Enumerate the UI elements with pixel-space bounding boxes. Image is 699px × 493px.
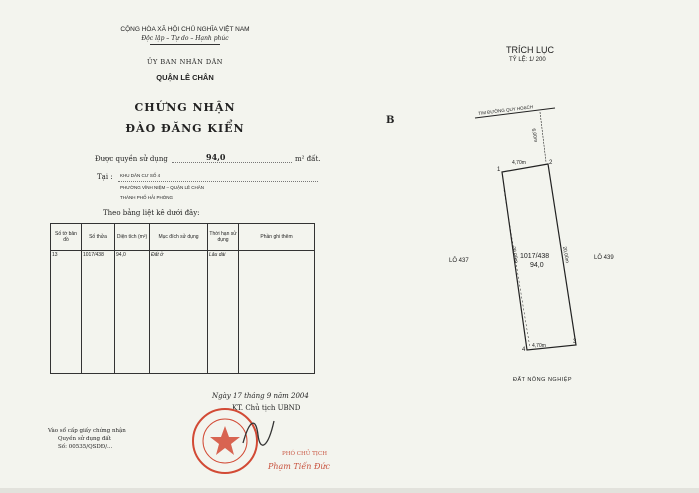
cell-map-sheet: 13 xyxy=(51,251,82,374)
cell-area: 94,0 xyxy=(115,251,150,374)
north-label: B xyxy=(386,115,395,126)
area-dotted-line xyxy=(172,162,292,163)
cell-notes xyxy=(239,251,315,374)
address-line3: THÀNH PHỐ HẢI PHÒNG xyxy=(120,195,174,200)
bottom-width: 4,70m xyxy=(532,343,546,349)
national-motto: Độc lập – Tự do – Hạnh phúc xyxy=(141,35,229,42)
date-line: Ngày 17 tháng 9 năm 2004 xyxy=(212,392,309,400)
parcel-sketch xyxy=(470,100,610,370)
area-unit: m² đất. xyxy=(295,155,321,163)
cell-term: Lâu dài xyxy=(208,251,239,374)
authority-label: ỦY BAN NHÂN DÂN xyxy=(147,58,223,66)
issue-line3: Số: 00535/QSDĐ/... xyxy=(58,444,113,450)
address-line1: KHU DÂN CƯ SỐ 4 xyxy=(120,173,161,178)
district-label: QUẬN LÊ CHÂN xyxy=(156,73,214,82)
address-line2: PHƯỜNG VĨNH NIỆM – QUẬN LÊ CHÂN xyxy=(120,185,204,190)
parcel-id: 1017/438 xyxy=(520,253,550,260)
parcel-table xyxy=(50,223,315,374)
signature xyxy=(238,413,278,453)
national-header: CỘNG HÒA XÃ HỘI CHỦ NGHĨA VIỆT NAM xyxy=(120,26,250,33)
col-area: Diện tích (m²) xyxy=(115,224,150,251)
chair-label: KT. Chủ tịch UBND xyxy=(232,404,301,412)
col-notes: Phần ghi thêm xyxy=(239,224,315,251)
extract-scale: TỶ LỆ: 1/ 200 xyxy=(509,57,546,63)
road-distance: 6,00m xyxy=(530,128,539,143)
col-parcel: Số thửa xyxy=(82,224,115,251)
cert-subtitle: ĐÀO ĐĂNG KIỂN xyxy=(125,122,245,135)
top-width: 4,70m xyxy=(512,160,526,166)
cell-purpose: Đất ở xyxy=(150,251,208,374)
col-map-sheet: Số tờ bản đồ xyxy=(51,224,82,251)
road-label: TIM ĐƯỜNG QUY HOẠCH xyxy=(478,104,534,116)
right-length: 20,00m xyxy=(561,246,570,264)
neighbor-right: LÔ 439 xyxy=(594,255,614,261)
scan-bottom-edge xyxy=(0,488,699,493)
neighbor-left: LÔ 437 xyxy=(449,258,469,264)
parcel-area: 94,0 xyxy=(530,262,544,269)
signer-name: Phạm Tiến Đức xyxy=(268,462,331,471)
area-value: 94,0 xyxy=(206,152,226,162)
corner-4: 4 xyxy=(522,347,526,353)
header-underline xyxy=(150,44,220,45)
vice-chair-label: PHÓ CHỦ TỊCH xyxy=(282,451,327,457)
list-label: Theo bảng liệt kê dưới đây: xyxy=(103,209,200,217)
col-purpose: Mục đích sử dụng xyxy=(150,224,208,251)
issue-line1: Vào sổ cấp giấy chứng nhận xyxy=(48,428,126,434)
extract-title: TRÍCH LỤC xyxy=(506,45,555,55)
cert-title: CHỨNG NHẬN xyxy=(134,101,236,114)
neighbor-bottom: ĐẤT NÔNG NGHIỆP xyxy=(513,377,573,383)
col-term: Thời hạn sử dụng xyxy=(208,224,239,251)
area-label: Được quyền sử dụng xyxy=(95,155,168,163)
issue-line2: Quyền sử dụng đất xyxy=(58,436,111,442)
corner-3: 3 xyxy=(573,339,577,345)
corner-2: 2 xyxy=(549,160,553,166)
cell-parcel: 1017/438 xyxy=(82,251,115,374)
address-label: Tại : xyxy=(97,173,113,181)
address-dotted-line xyxy=(118,181,318,182)
corner-1: 1 xyxy=(497,167,501,173)
left-length: 20,00m xyxy=(510,246,519,264)
